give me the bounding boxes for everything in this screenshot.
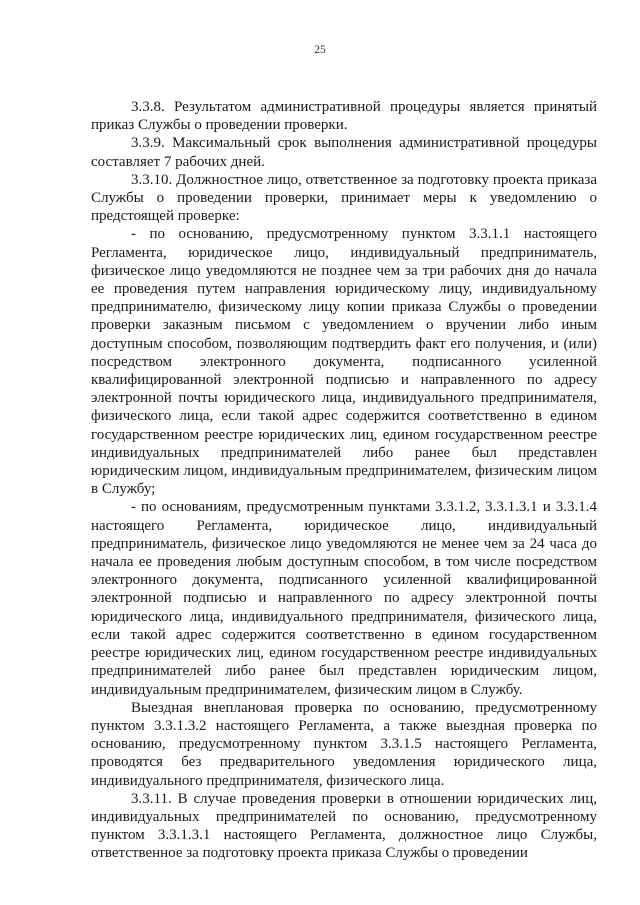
paragraph-3-3-9: 3.3.9. Максимальный срок выполнения административной процедуры составляет 7 рабочих дней. [91, 135, 597, 170]
paragraph-unannounced-inspection: Выездная внеплановая проверка по основанию, предусмотренному пунктом 3.3.1.3.2 настоящего Регламента, а также выездная проверка по основанию, предусмотренному пунктом 3.3.1.5 настоящего Регламента, проводятся без предварительного уведомления юридического лица, индивидуального предпринимателя, физического лица. [91, 699, 597, 789]
document-body [91, 98, 597, 863]
paragraph-3-3-8: 3.3.8. Результатом административной процедуры является принятый приказ Службы о проведении проверки. [91, 99, 597, 134]
paragraph-notice-basis-1: - по основанию, предусмотренному пунктом 3.3.1.1 настоящего Регламента, юридическое лицо, индивидуальный предприниматель, физическое лицо уведомляются не позднее чем за три рабочих дня до начала ее проведения путем направления юридическому лицу, индивидуальному предпринимателю, физическому лицу копии приказа Службы о проведении проверки заказным письмом с уведомлением о вручении либо иным доступным способом, позволяющим подтвердить факт его получения, и (или) посредством электронного документа, подписанного усиленной квалифицированной электронной подписью и направленного по адресу электронной почты юридического лица, индивидуального предпринимателя, физического лица, если такой адрес содержится соответственно в едином государственном реестре юридических лиц, едином государственном реестре индивидуальных предпринимателей либо ранее был представлен юридическим лицом, индивидуальным предпринимателем, физическим лицом в Службу; [91, 226, 597, 498]
page-number: 25 [314, 44, 326, 56]
paragraph-3-3-10: 3.3.10. Должностное лицо, ответственное за подготовку проекта приказа Службы о проведении проверки, принимает меры к уведомлению о предстоящей проверке: [91, 171, 597, 225]
paragraph-notice-basis-2: - по основаниям, предусмотренным пунктами 3.3.1.2, 3.3.1.3.1 и 3.3.1.4 настоящего Регламента, юридическое лицо, индивидуальный предприниматель, физическое лицо уведомляются не менее чем за 24 часа до начала ее проведения любым доступным способом, в том числе посредством электронного документа, подписанного усиленной квалифицированной электронной подписью и направленного по адресу электронной почты юридического лица, индивидуального предпринимателя, физического лица, если такой адрес содержится соответственно в едином государственном реестре юридических лиц, едином государственном реестре индивидуальных предпринимателей либо ранее был представлен юридическим лицом, индивидуальным предпринимателем, физическим лицом в Службу. [91, 499, 597, 698]
paragraph-3-3-11: 3.3.11. В случае проведения проверки в отношении юридических лиц, индивидуальных предпринимателей по основанию, предусмотренному пунктом 3.3.1.3.1 настоящего Регламента, должностное лицо Службы, ответственное за подготовку проекта приказа Службы о проведении [91, 790, 597, 862]
